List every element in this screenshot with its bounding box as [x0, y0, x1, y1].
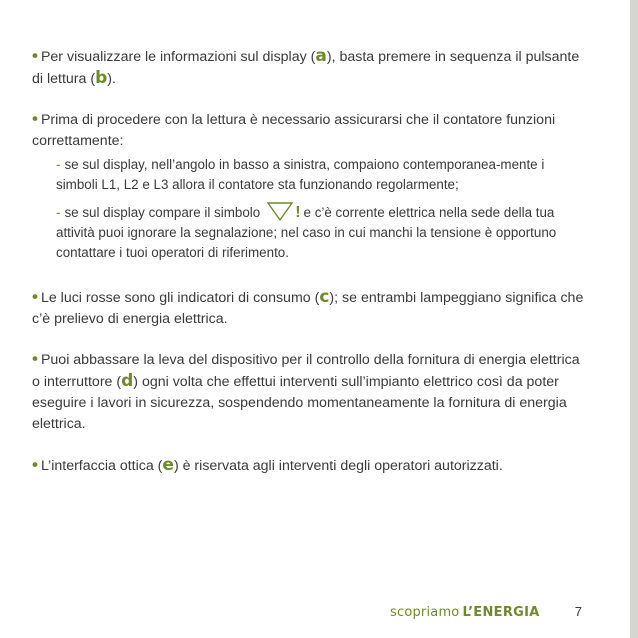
bullet: • [32, 287, 38, 306]
page-edge-bar [630, 0, 638, 638]
bullet: • [32, 109, 38, 128]
paragraph-check-meter: • Prima di procedere con la lettura è necessario assicurarsi che il contatore funzioni correttamente: [32, 109, 556, 149]
bullet: • [32, 46, 38, 65]
page-body [32, 45, 588, 477]
dash: - [56, 205, 61, 220]
page-number: 7 [574, 604, 582, 619]
bullet: • [32, 455, 38, 474]
paragraph-display-info: • Per visualizzare le informazioni sul display (a), basta premere in sequenza il pulsante di lettura (b). [32, 46, 580, 88]
paragraph-optical-interface: • L’interfaccia ottica (e) è riservata agli interventi degli operatori autorizzati. [32, 455, 503, 475]
label-e: e [162, 455, 174, 475]
dash: - [56, 157, 61, 172]
paragraph-lever-switch: • Puoi abbassare la leva del dispositivo per il controllo della fornitura di energia elettrica o interruttore (d) ogni volta che effettui interventi sull’impianto elettrico così da poter eseguire i lavori in sicurezza, sospendendo momentaneamente la fornitura di energia elettrica. [32, 349, 580, 432]
footer-brand-part1: scopriamo [390, 605, 460, 620]
exclamation-mark: ! [295, 204, 301, 221]
sub-item-l1-l2-l3: - se sul display, nell’angolo in basso a sinistra, compaiono contemporanea-mente i simboli L1, L2 e L3 allora il contatore sta funzionando regolarmente; [56, 157, 545, 192]
page-footer [390, 604, 590, 624]
label-b: b [95, 68, 108, 88]
label-c: c [319, 287, 330, 307]
label-d: d [121, 371, 134, 391]
bullet: • [32, 349, 38, 368]
footer-brand-part2: L’ENERGIA [462, 605, 540, 620]
label-a: a [315, 46, 327, 66]
sub-item-warning-symbol: - se sul display compare il simbolo ! e c’è corrente elettrica nella sede della tua attività puoi ignorare la segnalazione; nel caso in cui manchi la tensione è opportuno contattare i tuoi operatori di riferimento. [32, 201, 588, 263]
warning-triangle-icon [266, 201, 294, 221]
paragraph-red-lights: • Le luci rosse sono gli indicatori di consumo (c); se entrambi lampeggiano significa che c’è prelievo di energia elettrica. [32, 287, 584, 327]
